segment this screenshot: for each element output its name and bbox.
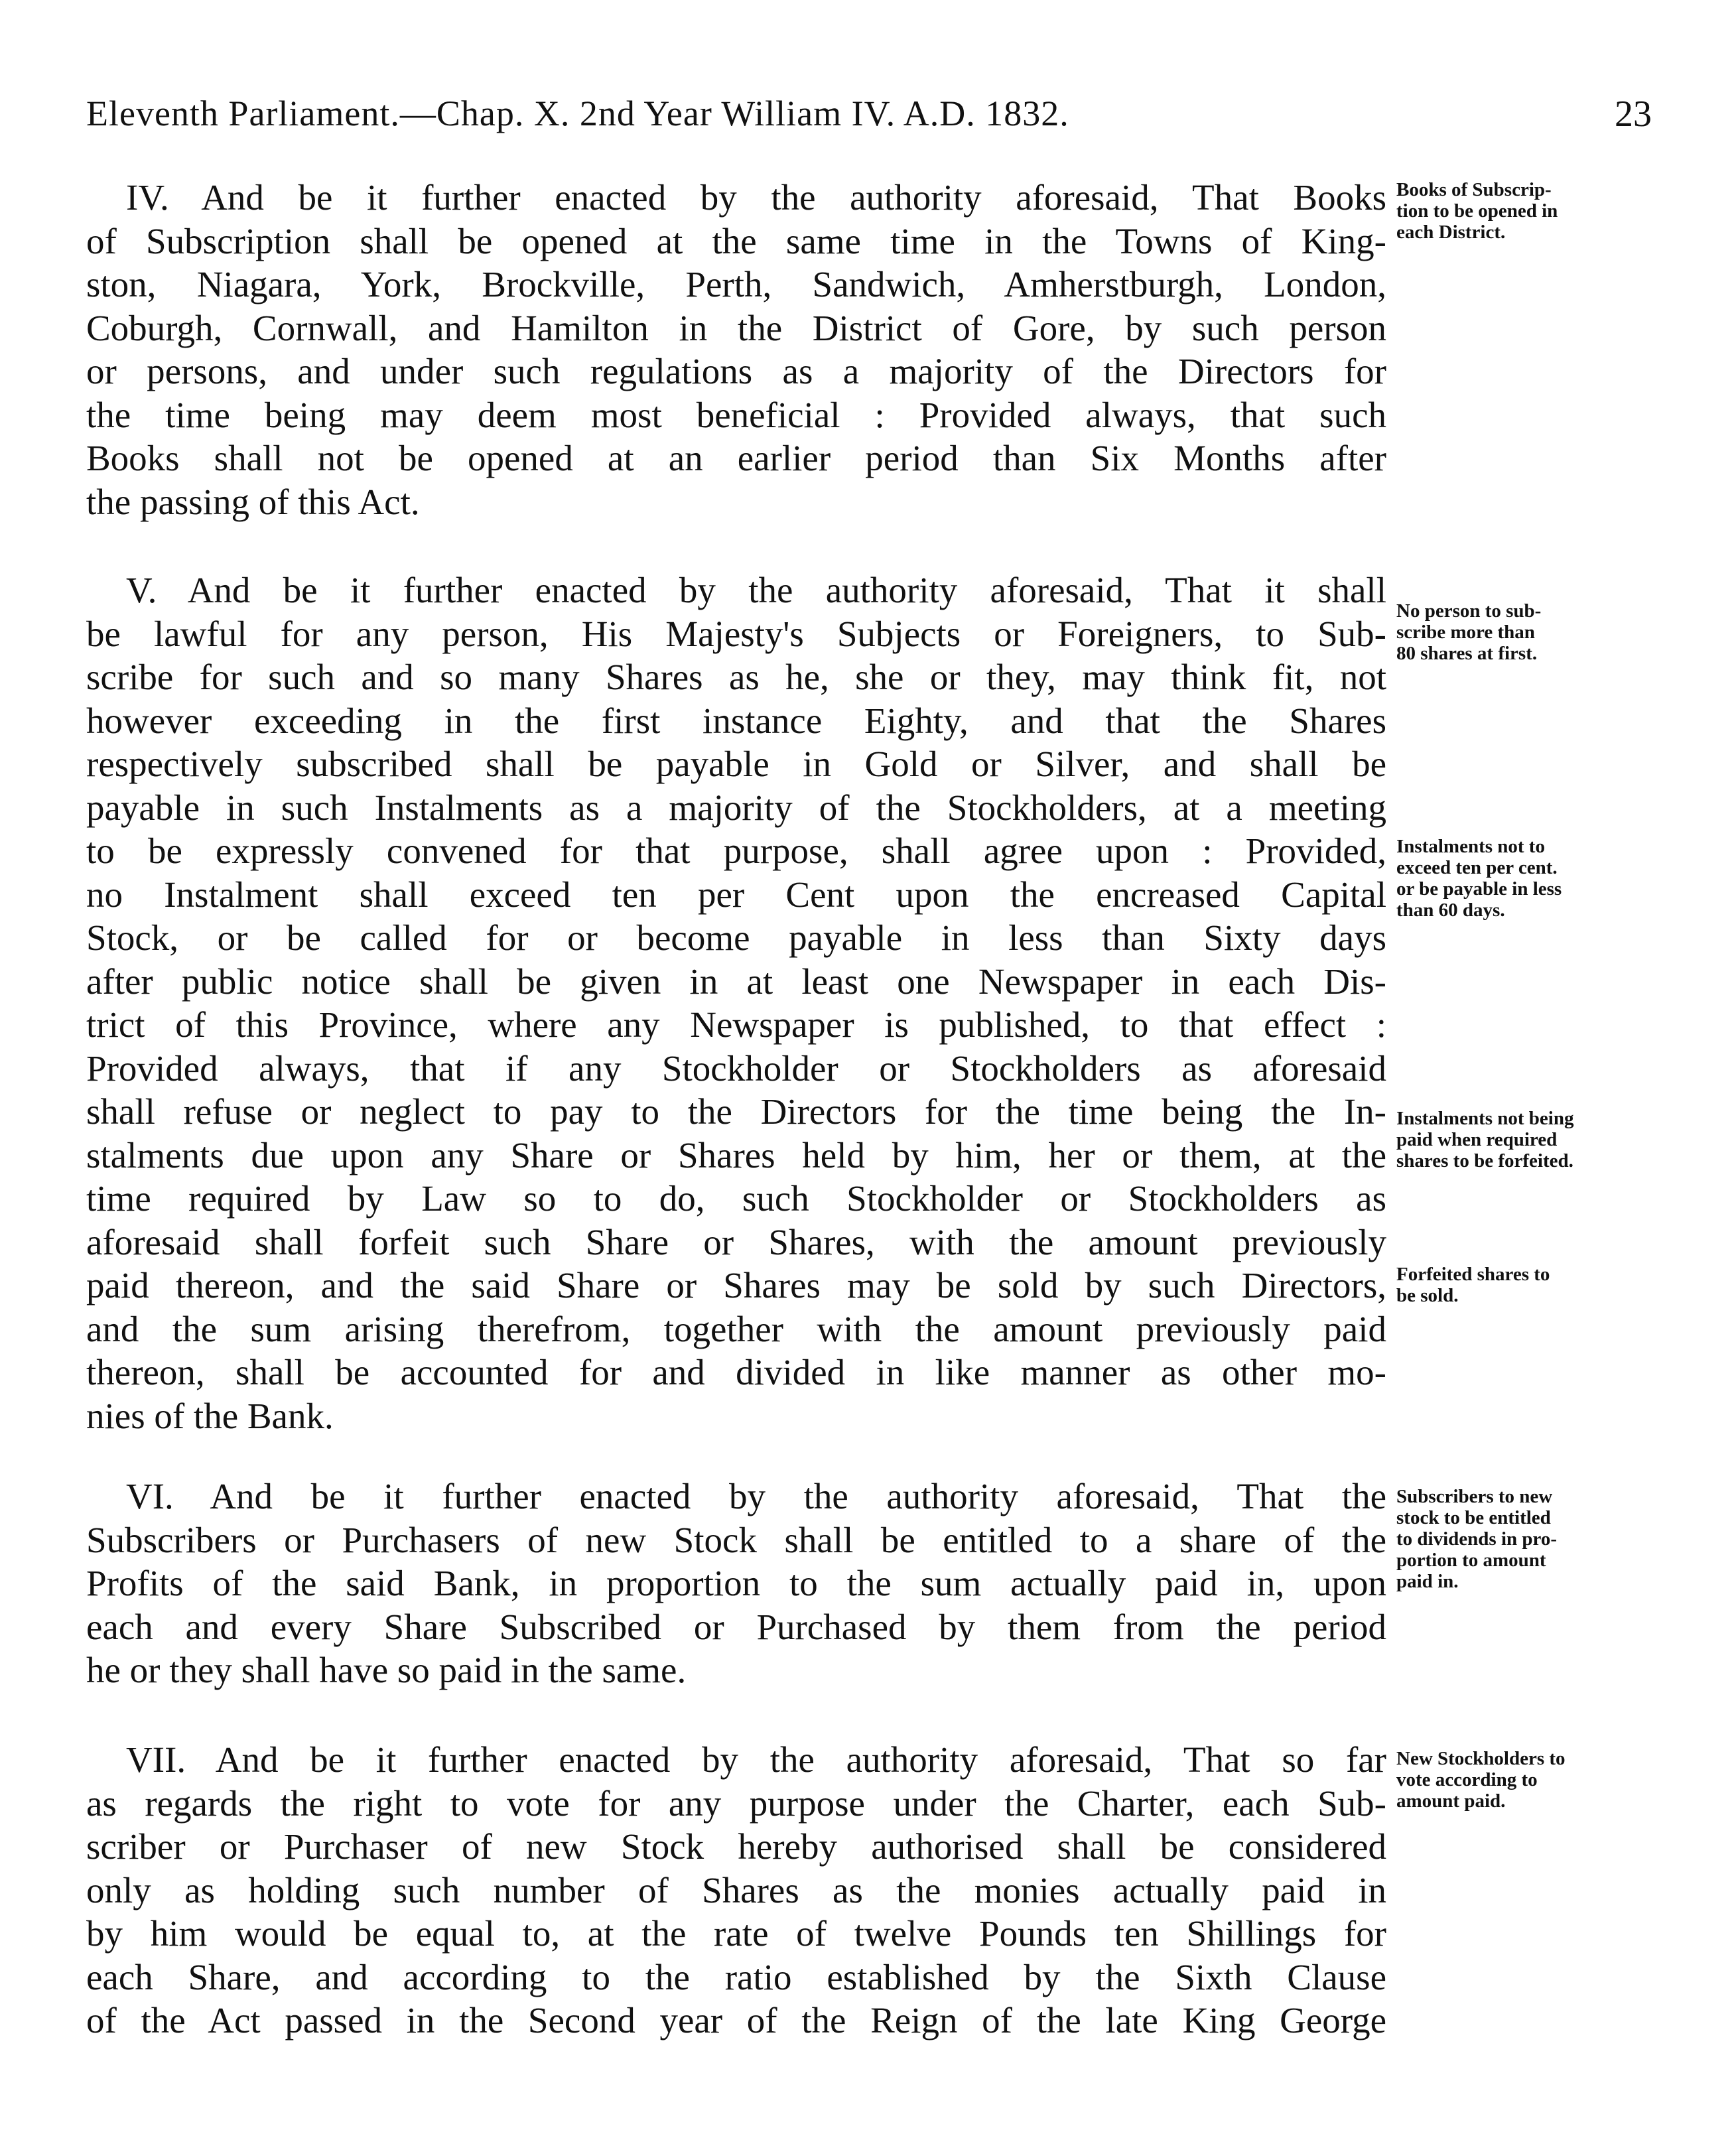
text-line: trict of this Province, where any Newspaper is published, to that effect : bbox=[86, 1004, 1386, 1045]
text-line: payable in such Instalments as a majority of the Stockholders, at a meeting bbox=[86, 787, 1386, 828]
section-vii bbox=[86, 1738, 1386, 2042]
text-line: each Share, and according to the ratio established by the Sixth Clause bbox=[86, 1956, 1386, 1997]
section-iv bbox=[86, 176, 1386, 523]
margin-note: Subscribers to new stock to be entitled to dividends in pro- portion to amount paid in. bbox=[1396, 1486, 1558, 1592]
text-line: each and every Share Subscribed or Purchased by them from the period bbox=[86, 1606, 1386, 1647]
text-line: be lawful for any person, His Majesty's Subjects or Foreigners, to Sub- bbox=[86, 613, 1386, 654]
text-line: however exceeding in the first instance Eighty, and that the Shares bbox=[86, 700, 1386, 741]
text-line: Profits of the said Bank, in proportion to the sum actually paid in, upon bbox=[86, 1563, 1386, 1603]
text-line: ston, Niagara, York, Brockville, Perth, Sandwich, Amherstburgh, London, bbox=[86, 264, 1386, 304]
margin-note: Books of Subscrip- tion to be opened in each District. bbox=[1396, 179, 1558, 243]
text-line: scriber or Purchaser of new Stock hereby authorised shall be considered bbox=[86, 1826, 1386, 1867]
text-line: stalments due upon any Share or Shares held by him, her or them, at the bbox=[86, 1134, 1386, 1175]
text-line: IV. And be it further enacted by the authority aforesaid, That Books bbox=[126, 177, 1386, 218]
text-line: by him would be equal to, at the rate of twelve Pounds ten Shillings for bbox=[86, 1913, 1386, 1954]
text-line: the passing of this Act. bbox=[86, 481, 420, 522]
text-line: scribe for such and so many Shares as he, she or they, may think fit, not bbox=[86, 657, 1386, 697]
text-line: only as holding such number of Shares as the monies actually paid in bbox=[86, 1869, 1386, 1910]
text-line: of the Act passed in the Second year of the Reign of the late King George bbox=[86, 2000, 1386, 2040]
text-line: Subscribers or Purchasers of new Stock shall be entitled to a share of the bbox=[86, 1519, 1386, 1560]
margin-note: Forfeited shares to be sold. bbox=[1396, 1264, 1550, 1306]
text-line: VI. And be it further enacted by the authority aforesaid, That the bbox=[126, 1476, 1386, 1516]
text-line: Books shall not be opened at an earlier period than Six Months after bbox=[86, 438, 1386, 478]
text-line: Provided always, that if any Stockholder or Stockholders as aforesaid bbox=[86, 1047, 1386, 1089]
margin-note: Instalments not being paid when required shares to be forfeited. bbox=[1396, 1108, 1574, 1171]
text-line: thereon, shall be accounted for and divided in like manner as other mo- bbox=[86, 1352, 1386, 1392]
margin-note: Instalments not to exceed ten per cent. or be payable in less than 60 days. bbox=[1396, 836, 1562, 921]
margin-note: New Stockholders to vote according to amount paid. bbox=[1396, 1748, 1566, 1812]
text-line: to be expressly convened for that purpose, shall agree upon : Provided, bbox=[86, 831, 1386, 871]
text-line: aforesaid shall forfeit such Share or Shares, with the amount previously bbox=[86, 1221, 1386, 1262]
text-line: V. And be it further enacted by the authority aforesaid, That it shall bbox=[126, 570, 1386, 610]
text-line: Coburgh, Cornwall, and Hamilton in the District of Gore, by such person bbox=[86, 307, 1386, 348]
text-line: the time being may deem most beneficial : Provided always, that such bbox=[86, 394, 1386, 435]
text-line: he or they shall have so paid in the same. bbox=[86, 1650, 687, 1690]
text-line: respectively subscribed shall be payable in Gold or Silver, and shall be bbox=[86, 744, 1386, 784]
text-line: no Instalment shall exceed ten per Cent upon the encreased Capital bbox=[86, 874, 1386, 915]
text-line: nies of the Bank. bbox=[86, 1395, 334, 1436]
text-line: Stock, or be called for or become payable in less than Sixty days bbox=[86, 917, 1386, 958]
text-line: shall refuse or neglect to pay to the Directors for the time being the In- bbox=[86, 1091, 1386, 1132]
text-line: and the sum arising therefrom, together with the amount previously paid bbox=[86, 1308, 1386, 1349]
margin-note: No person to sub- scribe more than 80 shares at first. bbox=[1396, 600, 1542, 664]
text-line: paid thereon, and the said Share or Shares may be sold by such Directors, bbox=[86, 1265, 1386, 1305]
text-line: as regards the right to vote for any purpose under the Charter, each Sub- bbox=[86, 1782, 1386, 1824]
text-line: VII. And be it further enacted by the authority aforesaid, That so far bbox=[126, 1739, 1386, 1780]
text-line: after public notice shall be given in at least one Newspaper in each Dis- bbox=[86, 961, 1386, 1002]
running-head: Eleventh Parliament.—Chap. X. 2nd Year William IV. A.D. 1832. bbox=[86, 94, 1069, 133]
section-v bbox=[86, 568, 1386, 1438]
running-header bbox=[86, 93, 1652, 146]
page-number: 23 bbox=[1615, 94, 1652, 135]
text-line: time required by Law so to do, such Stockholder or Stockholders as bbox=[86, 1178, 1386, 1219]
text-line: or persons, and under such regulations as a majority of the Directors for bbox=[86, 351, 1386, 391]
text-line: of Subscription shall be opened at the same time in the Towns of King- bbox=[86, 220, 1386, 261]
section-vi bbox=[86, 1475, 1386, 1692]
